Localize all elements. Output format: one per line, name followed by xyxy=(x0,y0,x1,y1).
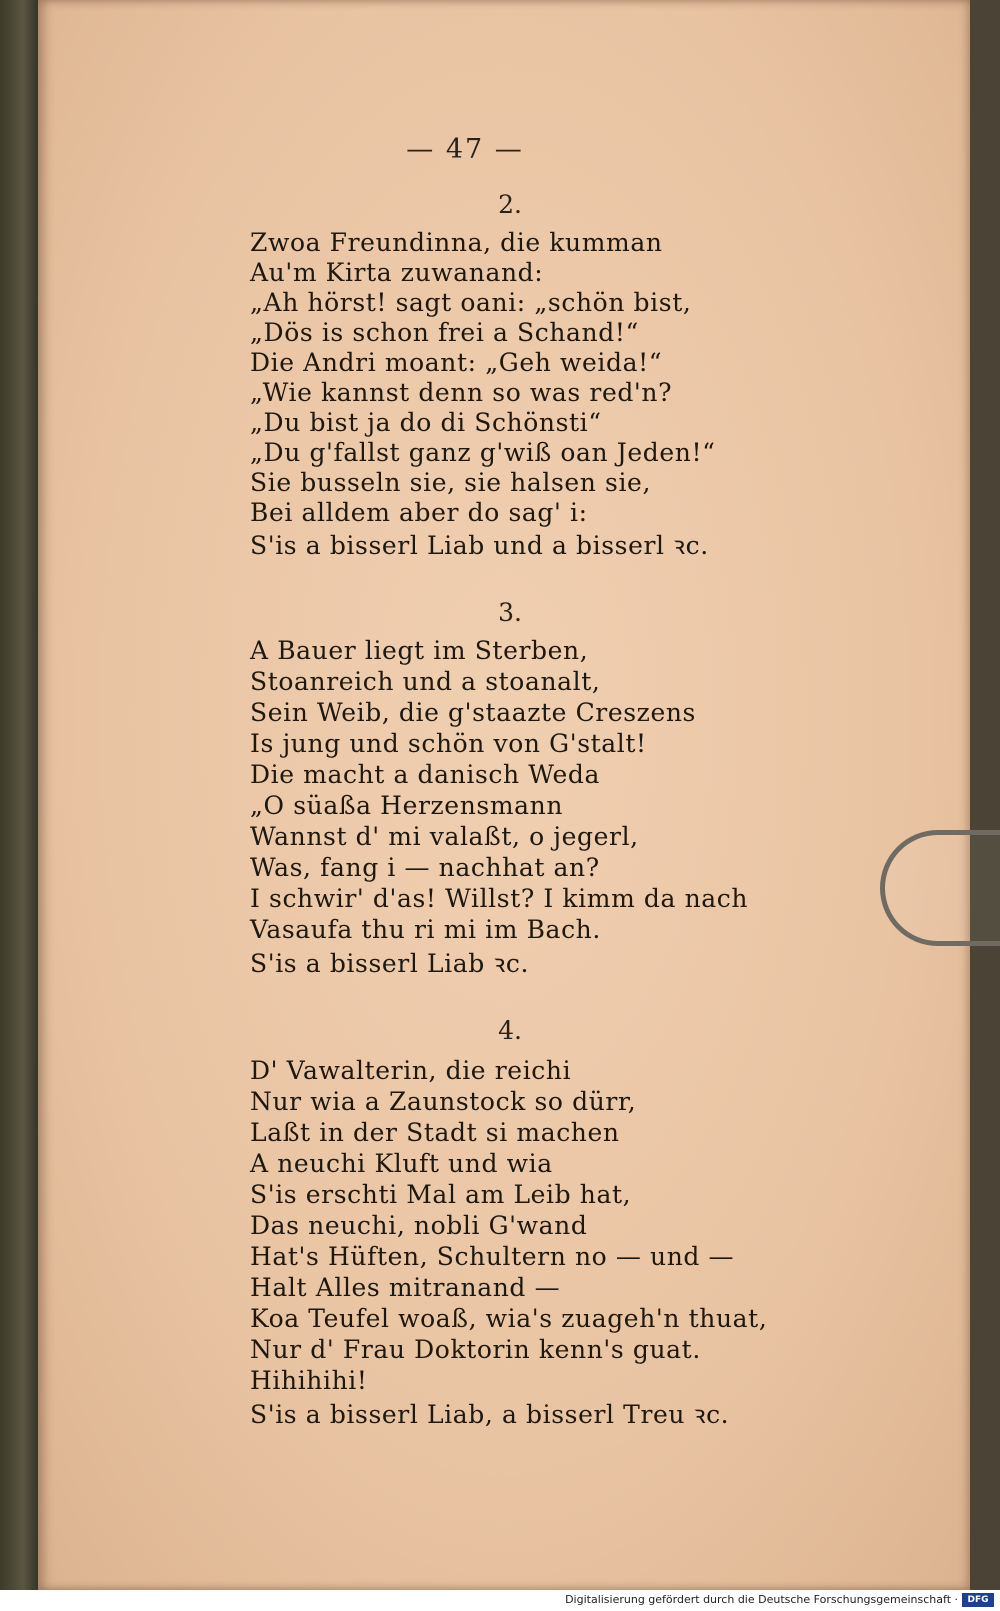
verse-line: Bei alldem aber do sag' i: xyxy=(250,498,588,527)
verse-line: Die Andri moant: „Geh weida!“ xyxy=(250,348,663,377)
digitization-footer xyxy=(0,1590,1000,1611)
verse-line: S'is a bisserl Liab, a bisserl Treu ꝛc. xyxy=(250,1400,730,1429)
verse-line: Das neuchi, nobli G'wand xyxy=(250,1211,588,1240)
verse-line: Vasaufa thu ri mi im Bach. xyxy=(250,915,601,944)
verse-line: Stoanreich und a stoanalt, xyxy=(250,667,601,696)
verse-line: „Wie kannst denn so was red'n? xyxy=(250,378,673,407)
stanza-number: 4. xyxy=(498,1016,522,1045)
verse-line: Au'm Kirta zuwanand: xyxy=(250,258,544,287)
verse-line: „Du g'fallst ganz g'wiß oan Jeden!“ xyxy=(250,438,716,467)
verse-line: A Bauer liegt im Sterben, xyxy=(250,636,589,665)
verse-line: „Du bist ja do di Schönsti“ xyxy=(250,408,602,437)
verse-line: S'is a bisserl Liab ꝛc. xyxy=(250,949,530,978)
verse-line: Nur d' Frau Doktorin kenn's guat. xyxy=(250,1335,701,1364)
paper-clip xyxy=(880,830,1000,946)
verse-line: „Ah hörst! sagt oani: „schön bist, xyxy=(250,288,692,317)
scan-background-strip xyxy=(970,0,1000,1590)
verse-line: Sein Weib, die g'staazte Creszens xyxy=(250,698,696,727)
verse-line: „Dös is schon frei a Schand!“ xyxy=(250,318,639,347)
stanza-number: 3. xyxy=(498,598,522,627)
verse-line: „O süaßa Herzensmann xyxy=(250,791,564,820)
stanza-number: 2. xyxy=(498,190,522,219)
funding-notice: Digitalisierung gefördert durch die Deutsche Forschungsgemeinschaft · xyxy=(565,1593,958,1606)
verse-line: Sie busseln sie, sie halsen sie, xyxy=(250,468,651,497)
verse-line: Was, fang i — nachhat an? xyxy=(250,853,600,882)
verse-line: Wannst d' mi valaßt, o jegerl, xyxy=(250,822,639,851)
verse-line: Hihihihi! xyxy=(250,1366,368,1395)
verse-line: S'is erschti Mal am Leib hat, xyxy=(250,1180,632,1209)
verse-line: I schwir' d'as! Willst? I kimm da nach xyxy=(250,884,749,913)
verse-line: Zwoa Freundinna, die kumman xyxy=(250,228,663,257)
verse-line: Hat's Hüften, Schultern no — und — xyxy=(250,1242,735,1271)
page-number-header: — 47 — xyxy=(406,134,524,165)
dfg-logo: DFG xyxy=(962,1593,994,1607)
verse-line: Die macht a danisch Weda xyxy=(250,760,600,789)
verse-line: D' Vawalterin, die reichi xyxy=(250,1056,572,1085)
verse-line: Koa Teufel woaß, wia's zuageh'n thuat, xyxy=(250,1304,768,1333)
verse-line: A neuchi Kluft und wia xyxy=(250,1149,553,1178)
verse-line: Laßt in der Stadt si machen xyxy=(250,1118,620,1147)
verse-line: Halt Alles mitranand — xyxy=(250,1273,561,1302)
verse-line: Is jung und schön von G'stalt! xyxy=(250,729,647,758)
verse-line: Nur wia a Zaunstock so dürr, xyxy=(250,1087,637,1116)
book-cover-edge xyxy=(0,0,42,1590)
verse-line: S'is a bisserl Liab und a bisserl ꝛc. xyxy=(250,531,709,560)
